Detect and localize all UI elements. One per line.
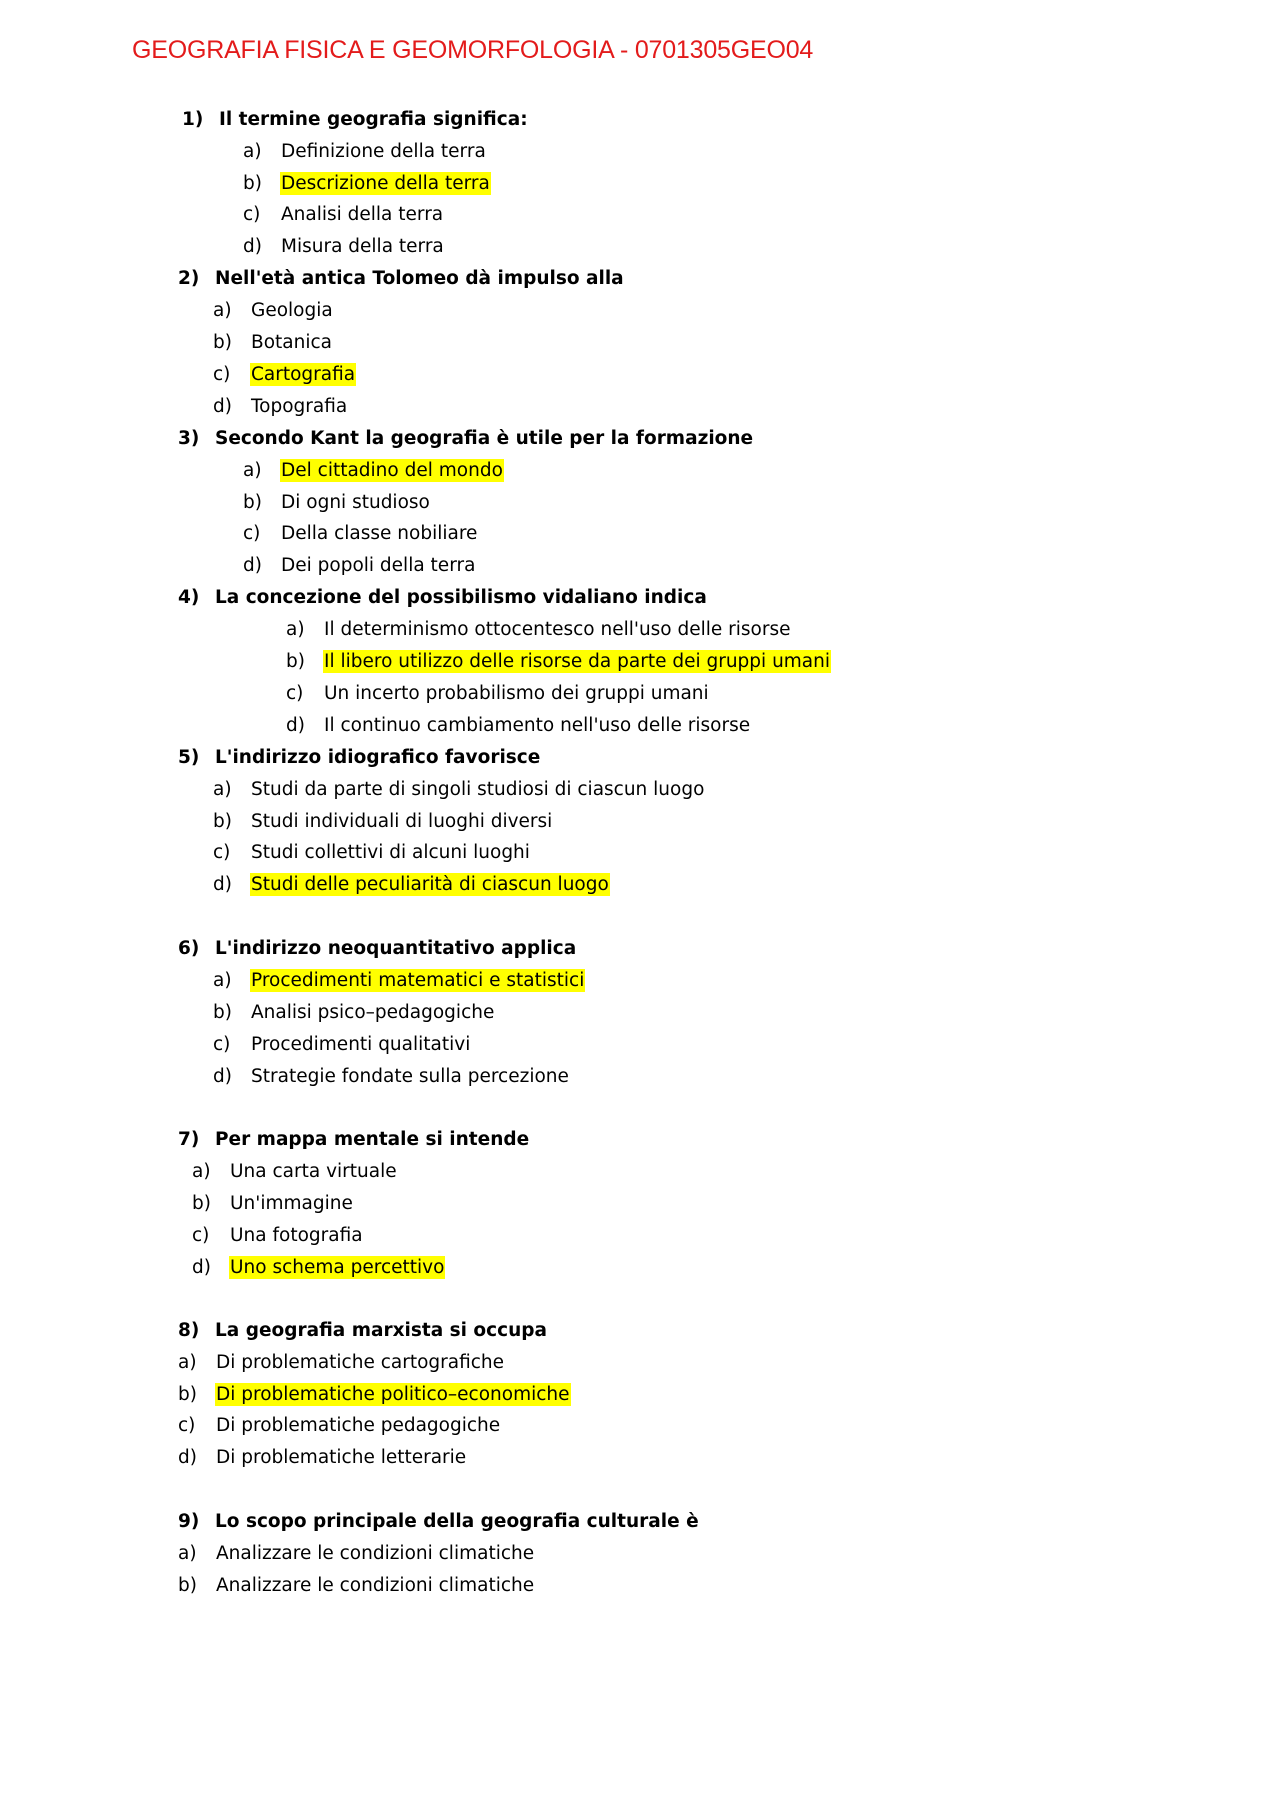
question-number: 3)	[178, 428, 200, 449]
answer-option	[213, 392, 348, 422]
option-letter: d)	[213, 874, 232, 895]
correct-answer-highlight: Uno schema percettivo	[230, 1257, 445, 1278]
option-text: Analisi psico–pedagogiche	[251, 1002, 495, 1023]
option-letter: b)	[243, 492, 262, 513]
question-number: 2)	[178, 268, 200, 289]
answer-option	[213, 296, 334, 326]
option-letter: d)	[243, 236, 262, 257]
option-letter: c)	[213, 1034, 231, 1055]
option-letter: c)	[192, 1225, 210, 1246]
question-text: Per mappa mentale si intende	[215, 1129, 530, 1150]
question-number: 5)	[178, 747, 200, 768]
answer-option	[213, 807, 553, 837]
answer-option	[192, 1189, 354, 1219]
answer-option	[213, 775, 705, 805]
option-text: Della classe nobiliare	[281, 523, 478, 544]
question-4	[178, 583, 707, 613]
question-number: 6)	[178, 938, 200, 959]
option-letter: c)	[213, 842, 231, 863]
answer-option	[243, 232, 445, 262]
answer-option	[213, 1062, 570, 1092]
correct-answer-highlight: Descrizione della terra	[281, 173, 490, 194]
answer-option	[286, 615, 792, 645]
option-letter: a)	[243, 141, 262, 162]
question-number: 8)	[178, 1320, 200, 1341]
correct-answer-highlight: Il libero utilizzo delle risorse da parte dei gruppi umani	[324, 651, 831, 672]
question-number: 4)	[178, 587, 200, 608]
option-text: Misura della terra	[281, 236, 444, 257]
option-text: Analizzare le condizioni climatiche	[216, 1543, 535, 1564]
question-8	[178, 1316, 547, 1346]
question-text: Nell'età antica Tolomeo dà impulso alla	[215, 268, 624, 289]
option-letter: d)	[286, 715, 305, 736]
option-text: Topografia	[251, 396, 348, 417]
option-text: Un incerto probabilismo dei gruppi umani	[324, 683, 709, 704]
answer-option	[213, 360, 356, 390]
answer-option	[243, 169, 491, 199]
answer-option	[243, 200, 444, 230]
question-1	[182, 105, 528, 135]
correct-answer-highlight: Studi delle peculiarità di ciascun luogo	[251, 874, 609, 895]
option-text: Un'immagine	[230, 1193, 353, 1214]
answer-option	[178, 1539, 535, 1569]
question-9	[178, 1507, 699, 1537]
answer-option	[192, 1157, 398, 1187]
option-letter: b)	[213, 332, 232, 353]
option-text: Studi da parte di singoli studiosi di ciascun luogo	[251, 779, 705, 800]
option-text: Di ogni studioso	[281, 492, 430, 513]
option-letter: b)	[286, 651, 305, 672]
option-text: Una fotografia	[230, 1225, 363, 1246]
answer-option	[286, 711, 751, 741]
answer-option	[286, 647, 831, 677]
option-text: Strategie fondate sulla percezione	[251, 1066, 569, 1087]
answer-option	[192, 1253, 445, 1283]
answer-option	[213, 838, 531, 868]
option-letter: b)	[213, 1002, 232, 1023]
option-letter: a)	[178, 1543, 197, 1564]
answer-option	[192, 1221, 364, 1251]
option-text: Procedimenti qualitativi	[251, 1034, 471, 1055]
question-text: Secondo Kant la geografia è utile per la formazione	[215, 428, 754, 449]
option-letter: a)	[243, 460, 262, 481]
question-5	[178, 743, 540, 773]
option-text: Botanica	[251, 332, 332, 353]
option-text: Analisi della terra	[281, 204, 444, 225]
option-letter: a)	[213, 300, 232, 321]
question-2	[178, 264, 624, 294]
option-letter: c)	[243, 523, 261, 544]
question-text: Il termine geografia significa:	[219, 109, 528, 130]
answer-option	[178, 1348, 505, 1378]
option-letter: b)	[243, 173, 262, 194]
answer-option	[178, 1380, 571, 1410]
answer-option	[178, 1443, 467, 1473]
page-title: GEOGRAFIA FISICA E GEOMORFOLOGIA - 0701305GEO04	[132, 36, 814, 64]
answer-option	[213, 966, 585, 996]
question-3	[178, 424, 753, 454]
question-number: 7)	[178, 1129, 200, 1150]
answer-option	[178, 1571, 535, 1601]
question-number: 9)	[178, 1511, 200, 1532]
question-text: Lo scopo principale della geografia culturale è	[215, 1511, 699, 1532]
option-letter: d)	[213, 1066, 232, 1087]
correct-answer-highlight: Procedimenti matematici e statistici	[251, 970, 585, 991]
option-letter: a)	[178, 1352, 197, 1373]
option-letter: a)	[192, 1161, 211, 1182]
option-text: Il determinismo ottocentesco nell'uso delle risorse	[324, 619, 791, 640]
option-text: Definizione della terra	[281, 141, 486, 162]
answer-option	[213, 998, 495, 1028]
option-text: Una carta virtuale	[230, 1161, 397, 1182]
correct-answer-highlight: Di problematiche politico–economiche	[216, 1384, 570, 1405]
option-letter: c)	[178, 1415, 196, 1436]
answer-option	[243, 137, 487, 167]
option-text: Dei popoli della terra	[281, 555, 476, 576]
question-text: L'indirizzo idiografico favorisce	[215, 747, 541, 768]
option-letter: b)	[178, 1384, 197, 1405]
option-letter: d)	[178, 1447, 197, 1468]
correct-answer-highlight: Del cittadino del mondo	[281, 460, 503, 481]
question-text: L'indirizzo neoquantitativo applica	[215, 938, 577, 959]
option-letter: a)	[213, 970, 232, 991]
option-letter: b)	[192, 1193, 211, 1214]
option-letter: c)	[213, 364, 231, 385]
option-letter: a)	[213, 779, 232, 800]
answer-option	[243, 551, 476, 581]
answer-option	[286, 679, 710, 709]
answer-option	[243, 456, 504, 486]
option-letter: d)	[243, 555, 262, 576]
option-letter: c)	[243, 204, 261, 225]
question-6	[178, 934, 576, 964]
option-text: Di problematiche pedagogiche	[216, 1415, 501, 1436]
option-text: Di problematiche letterarie	[216, 1447, 467, 1468]
answer-option	[178, 1411, 501, 1441]
question-7	[178, 1125, 529, 1155]
option-text: Di problematiche cartografiche	[216, 1352, 505, 1373]
answer-option	[243, 488, 431, 518]
answer-option	[213, 1030, 471, 1060]
answer-option	[213, 328, 333, 358]
option-letter: a)	[286, 619, 305, 640]
option-text: Geologia	[251, 300, 333, 321]
option-letter: b)	[178, 1575, 197, 1596]
option-text: Studi collettivi di alcuni luoghi	[251, 842, 530, 863]
option-letter: d)	[213, 396, 232, 417]
answer-option	[243, 519, 478, 549]
option-text: Studi individuali di luoghi diversi	[251, 811, 553, 832]
option-text: Il continuo cambiamento nell'uso delle risorse	[324, 715, 751, 736]
answer-option	[213, 870, 610, 900]
option-letter: d)	[192, 1257, 211, 1278]
option-letter: c)	[286, 683, 304, 704]
option-letter: b)	[213, 811, 232, 832]
question-text: La geografia marxista si occupa	[215, 1320, 547, 1341]
correct-answer-highlight: Cartografia	[251, 364, 356, 385]
option-text: Analizzare le condizioni climatiche	[216, 1575, 535, 1596]
question-text: La concezione del possibilismo vidaliano indica	[215, 587, 707, 608]
question-number: 1)	[182, 109, 204, 130]
